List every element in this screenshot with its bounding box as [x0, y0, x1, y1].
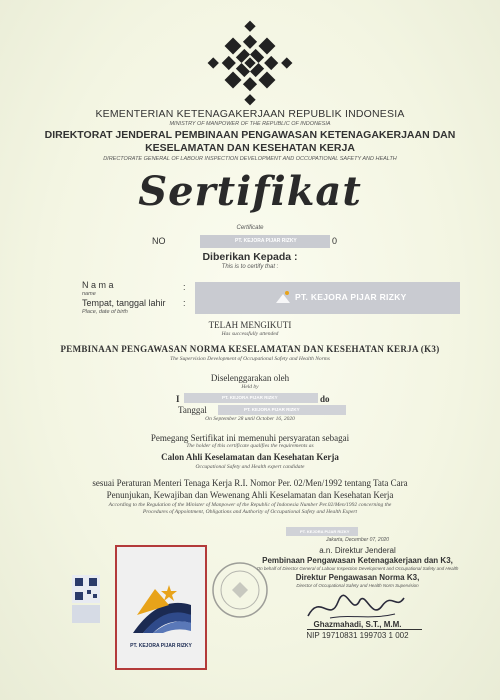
ministry-name-en: MINISTRY OF MANPOWER OF THE REPUBLIC OF INDONESIA: [169, 121, 331, 127]
mask-logo-icon: [275, 290, 291, 304]
name-label-en: name: [82, 291, 96, 297]
regulation-en2: Procedures of Appointment, Obligations and Authority of Occupational Safety and Health Expert: [142, 509, 358, 515]
held-prefix: I: [176, 394, 180, 404]
course-title-en: The Supervision Development of Occupational Safety and Health Norms: [170, 356, 330, 362]
qr-code-icon: [72, 575, 100, 603]
signature-title2-en: Director of Occupational Safety and Health Norm Supervision: [296, 583, 419, 588]
qr-thumbnail-2: [72, 605, 100, 623]
number-mask-text: PT. KEJORA PIJAR RIZKY: [235, 238, 297, 244]
ministry-name: KEMENTERIAN KETENAGAKERJAAN REPUBLIK INDONESIA: [95, 108, 405, 120]
signatory-name: Ghazmahadi, S.T., M.M.: [313, 620, 402, 629]
signature-underline: [307, 629, 422, 630]
qr-thumbnail: [72, 575, 100, 603]
number-suffix: 0: [332, 236, 338, 246]
course-title: PEMBINAAN PENGAWASAN NORMA KESELAMATAN DAN KESEHATAN KERJA (K3): [60, 344, 440, 354]
regulation-line2: Penunjukan, Kewajiban dan Wewenang Ahli Keselamatan dan Kesehatan Kerja: [106, 490, 394, 500]
holder-text-en: The holder of this certificate qualifies the requirements as: [186, 443, 314, 449]
date-label: Tanggal: [178, 405, 207, 415]
ministry-logo-icon: [205, 18, 295, 108]
official-stamp-icon: [210, 560, 270, 620]
place-date-en: Jakarta, December 07, 2020: [325, 537, 390, 543]
attended-label-en: Has successfully attended: [221, 331, 279, 337]
given-label: Diberikan Kepada :: [202, 251, 298, 263]
number-prefix: NO: [152, 236, 166, 246]
name-mask-text: PT. KEJORA PIJAR RIZKY: [295, 292, 407, 302]
directorate-line2: KESELAMATAN DAN KESEHATAN KERJA: [145, 142, 355, 154]
directorate-en: DIRECTORATE GENERAL OF LABOUR INSPECTION DEVELOPMENT AND OCCUPATIONAL SAFETY AND HEALTH: [103, 156, 397, 162]
held-label: Diselenggarakan oleh: [210, 373, 290, 383]
signature-an: a.n. Direktur Jenderal: [319, 546, 396, 555]
certificate-title: Sertifikat: [138, 168, 362, 215]
regulation-en1: According to the Regulation of the Minister of Manpower of the Republic of Indonesia Number Per.02/Men/1992 concerning the: [108, 502, 392, 508]
directorate-line1: DIREKTORAT JENDERAL PEMBINAAN PENGAWASAN KETENAGAKERJAAN DAN: [44, 129, 456, 141]
candidate-title-en: Occupational Safety and Health expert candidate: [195, 464, 305, 470]
signature-title2: Direktur Pengawasan Norma K3,: [295, 573, 420, 582]
birth-label-en: Place, date of birth: [82, 309, 128, 315]
given-label-en: This is to certify that :: [221, 264, 279, 270]
birth-colon: :: [183, 298, 186, 308]
photo-frame: [115, 545, 207, 670]
held-mask: [184, 393, 318, 403]
name-mask: [195, 282, 460, 314]
name-label: N a m a: [82, 280, 114, 290]
date-mask: [218, 405, 346, 415]
birth-label: Tempat, tanggal lahir: [82, 298, 166, 308]
signature-title1-en: On behalf of Director General of Labour Inspection Development and Occupational Safety and Health: [256, 566, 459, 571]
company-logo-icon: [129, 575, 195, 637]
date-mask-text: PT. KEJORA PIJAR RIZKY: [244, 407, 300, 412]
photo-caption: PT. KEJORA PIJAR RIZKY: [130, 643, 192, 649]
certificate-title-en: Certificate: [236, 225, 264, 231]
dates-en: On September 28 until October 16, 2020: [205, 416, 295, 422]
holder-text: Pemegang Sertifikat ini memenuhi persyaratan sebagai: [150, 433, 350, 443]
place-mask-text: PT. KEJORA PIJAR RIZKY: [300, 529, 350, 534]
signatory-nip: NIP 19710831 199703 1 002: [306, 631, 409, 640]
regulation-line1: sesuai Peraturan Menteri Tenaga Kerja R.I. Nomor Per. 02/Men/1992 tentang Tata Cara: [92, 478, 408, 488]
held-label-en: Held by: [241, 384, 259, 390]
held-suffix: do: [320, 394, 330, 404]
number-mask: [200, 235, 330, 248]
attended-label: TELAH MENGIKUTI: [208, 320, 292, 330]
held-mask-text: PT. KEJORA PIJAR RIZKY: [222, 395, 278, 400]
place-mask: [286, 527, 358, 536]
signature-title1: Pembinaan Pengawasan Ketenagakerjaan dan K3,: [262, 556, 453, 565]
candidate-title: Calon Ahli Keselamatan dan Kesehatan Kerja: [161, 452, 339, 462]
name-colon: :: [183, 282, 186, 292]
